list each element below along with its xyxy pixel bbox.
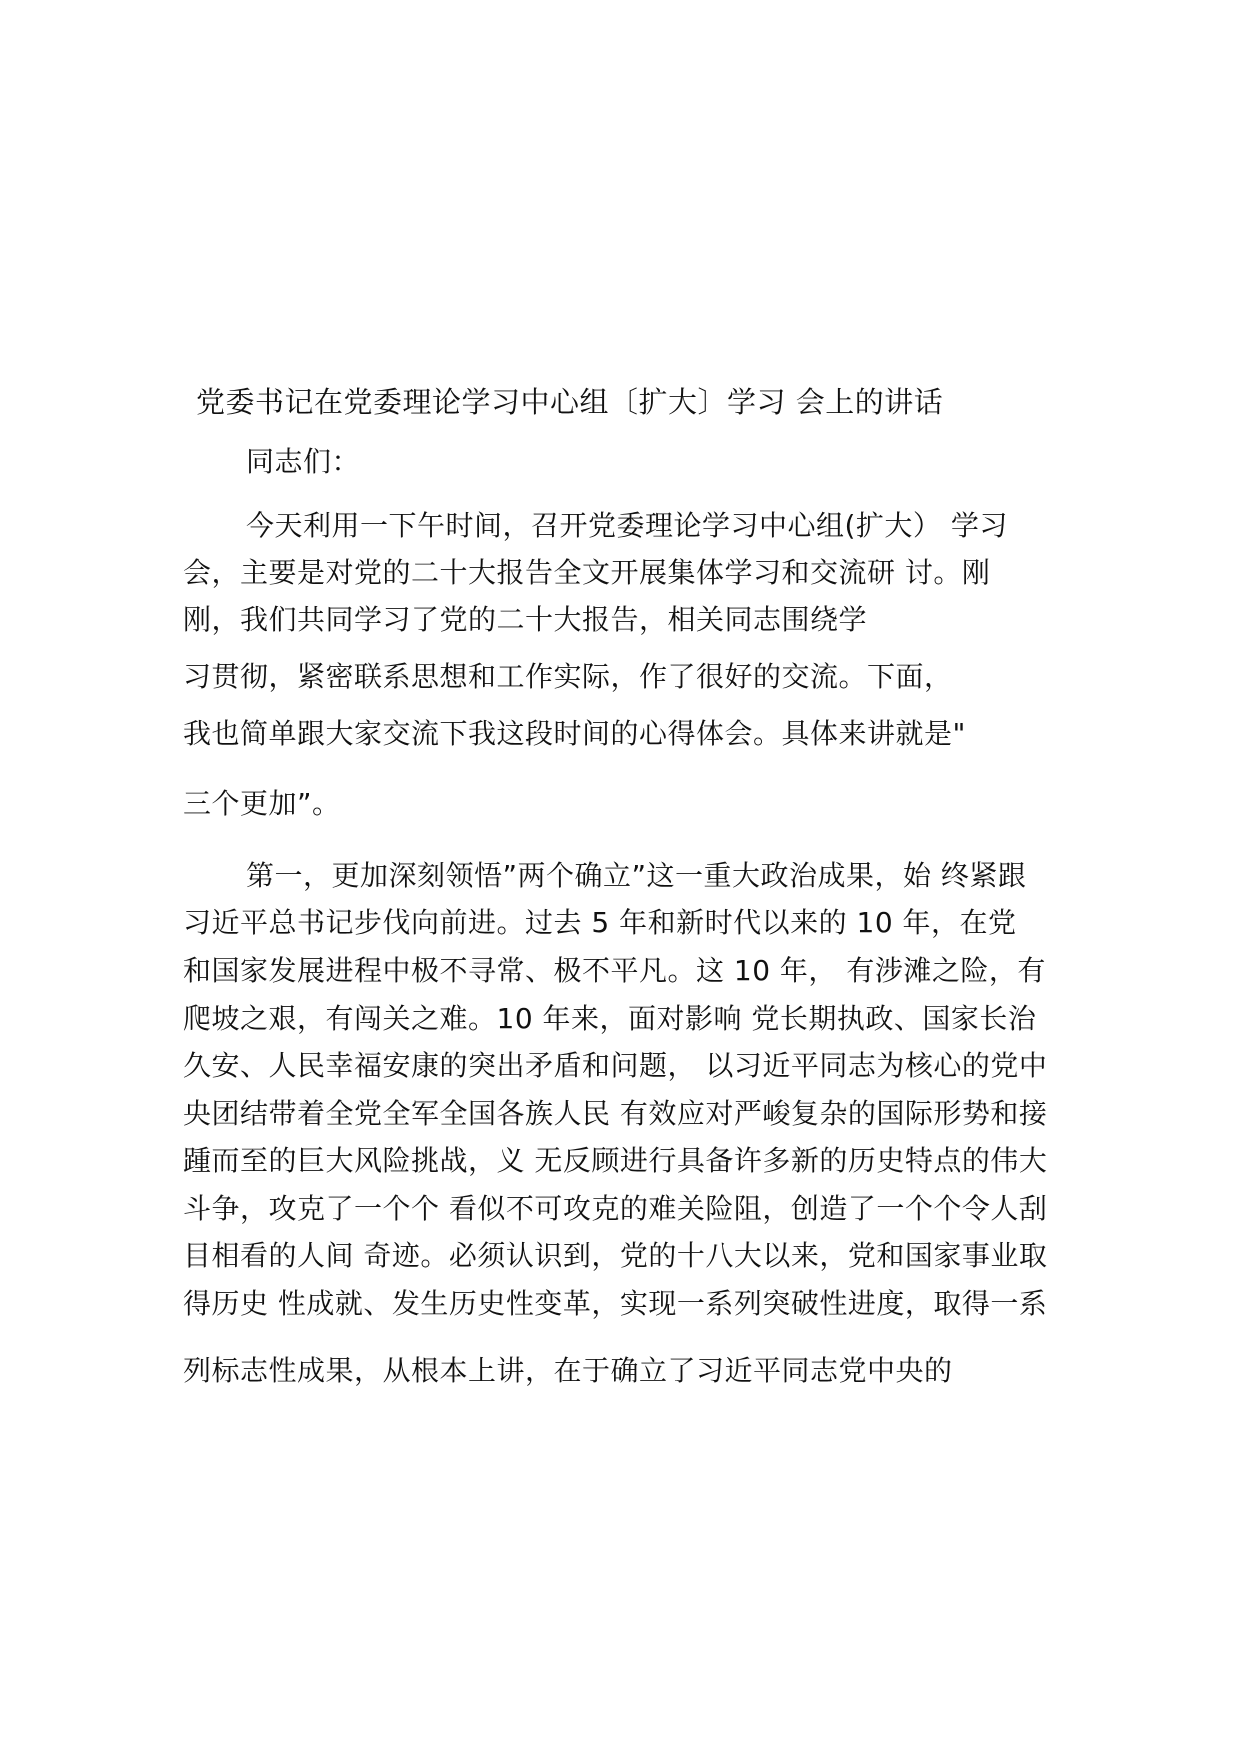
paragraph-2-line-6: 央团结带着全党全军全国各族人民 有效应对严峻复杂的国际形势和接 [183, 1097, 1048, 1130]
paragraph-2-line-1: 第一，更加深刻领悟”两个确立”这一重大政治成果，始 终紧跟 [246, 859, 1027, 892]
paragraph-2-line-10: 得历史 性成就、发生历史性变革，实现一系列突破性进度，取得一系 [183, 1287, 1048, 1320]
paragraph-2-line-2: 习近平总书记步伐向前进。过去 5 年和新时代以来的 10 年，在党 [183, 906, 1017, 939]
paragraph-2-line-8: 斗争，攻克了一个个 看似不可攻克的难关险阻，创造了一个个令人刮 [183, 1192, 1048, 1225]
paragraph-2-line-3: 和国家发展进程中极不寻常、极不平凡。这 10 年， 有涉滩之险，有 [183, 954, 1046, 987]
paragraph-1-line-3: 刚，我们共同学习了党的二十大报告，相关同志围绕学 [183, 603, 868, 636]
salutation: 同志们： [246, 445, 361, 478]
paragraph-1-line-4: 习贯彻，紧密联系思想和工作实际，作了很好的交流。下面， [183, 660, 953, 693]
paragraph-1-line-2: 会，主要是对党的二十大报告全文开展集体学习和交流研 讨。刚 [183, 556, 991, 589]
document-title: 党委书记在党委理论学习中心组〔扩大〕学习 会上的讲话 [196, 385, 944, 419]
paragraph-2-line-5: 久安、人民幸福安康的突出矛盾和问题， 以习近平同志为核心的党中 [183, 1049, 1048, 1082]
paragraph-2-line-9: 目相看的人间 奇迹。必须认识到，党的十八大以来，党和国家事业取 [183, 1239, 1048, 1272]
paragraph-2-line-4: 爬坡之艰，有闯关之难。10 年来，面对影响 党长期执政、国家长治 [183, 1002, 1037, 1035]
paragraph-2-line-11: 列标志性成果，从根本上讲，在于确立了习近平同志党中央的 [183, 1354, 953, 1387]
paragraph-1-line-6: 三个更加”。 [183, 787, 341, 820]
paragraph-1-line-1: 今天利用一下午时间，召开党委理论学习中心组(扩大） 学习 [246, 509, 1008, 542]
paragraph-1-line-5: 我也简单跟大家交流下我这段时间的心得体会。具体来讲就是" [183, 717, 966, 750]
paragraph-2-line-7: 踵而至的巨大风险挑战，义 无反顾进行具备许多新的历史特点的伟大 [183, 1144, 1048, 1177]
